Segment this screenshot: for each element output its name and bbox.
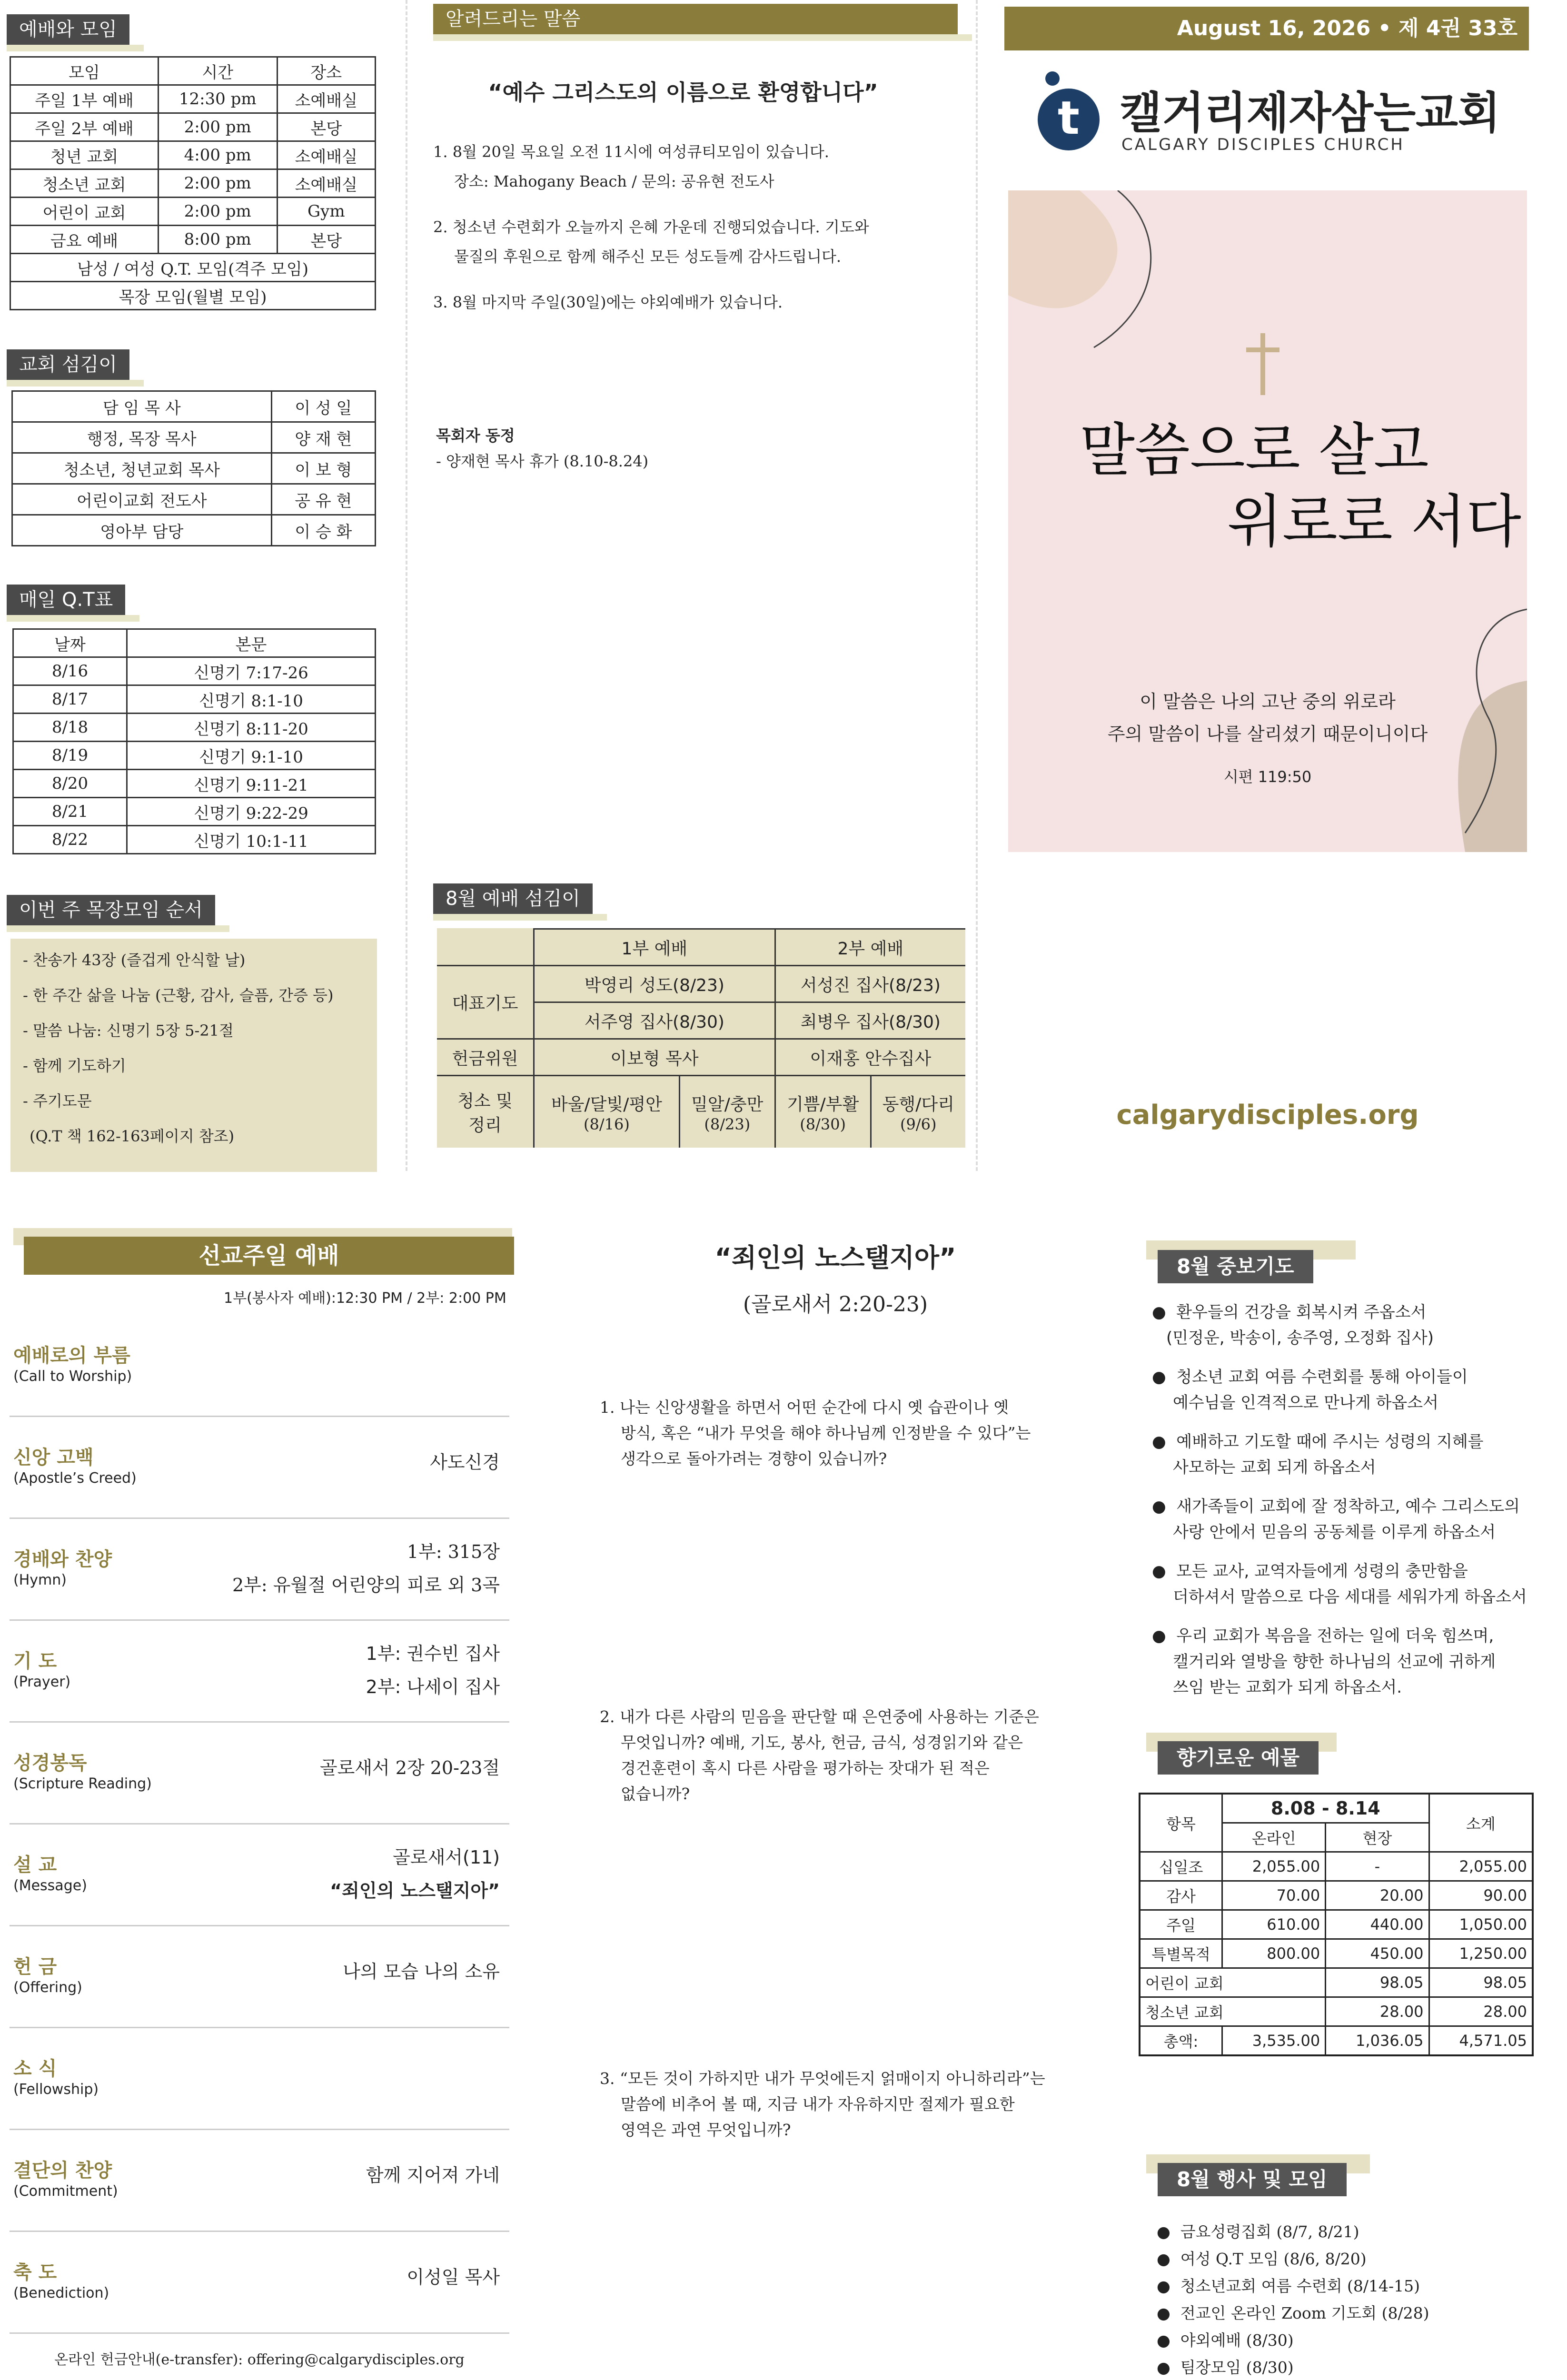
order-item-detail: 골로새서(11) — [393, 1847, 500, 1868]
events-header: 8월 행사 및 모임 — [1158, 2163, 1347, 2196]
prayer-line: 청소년 교회 여름 수련회를 통해 아이들이 — [1176, 1368, 1468, 1387]
list-item: - 한 주간 삶을 나눔 (근황, 감사, 슬픔, 간증 등) — [23, 986, 334, 1004]
prayer-line: 예배하고 기도할 때에 주시는 성령의 지혜를 — [1176, 1432, 1484, 1451]
order-item-ko: 축 도 — [13, 2261, 57, 2283]
church-name-en: CALGARY DISCIPLES CHURCH — [1121, 135, 1405, 154]
order-item-detail: 사도신경 — [430, 1452, 500, 1473]
table-cell: 8/16 — [13, 657, 127, 685]
order-item — [10, 1823, 509, 1926]
table-row — [13, 657, 376, 685]
order-item-detail: 함께 지어져 가네 — [366, 2165, 500, 2186]
order-item-detail: 1부: 315장 — [407, 1541, 500, 1562]
table-cell: 이재홍 안수집사 — [775, 1039, 965, 1076]
table-cell: 4,571.05 — [1429, 2026, 1533, 2056]
notices-header — [433, 4, 958, 34]
table-header: 시간 — [158, 57, 277, 85]
table-cell: 감사 — [1140, 1881, 1222, 1910]
order-item-ko: 헌 금 — [13, 1956, 57, 1978]
cleaning-date: (9/6) — [900, 1115, 937, 1133]
prayer-line: 우리 교회가 복음을 전하는 일에 더욱 힘쓰며, — [1176, 1626, 1494, 1646]
order-item-detail: 1부: 권수빈 집사 — [366, 1643, 500, 1664]
pastor-news-title: 목회자 동정 — [436, 426, 515, 445]
worship-times-table — [10, 56, 376, 310]
prayer-list — [1152, 1299, 1552, 1700]
notice-item: 장소: Mahogany Beach / 문의: 공유현 전도사 — [454, 172, 774, 190]
table-cell: 4:00 pm — [158, 141, 277, 169]
table-cell: 양 재 현 — [271, 422, 375, 453]
bullet-icon: ● — [1157, 2250, 1180, 2268]
table-cell: 총액: — [1140, 2026, 1222, 2056]
prayer-line: 쓰임 받는 교회가 되게 하옵소서. — [1173, 1678, 1402, 1697]
logo-letter: t — [1038, 89, 1100, 150]
verse-line: 이 말씀은 나의 고난 중의 위로라 — [1140, 691, 1396, 712]
offering-header: 향기로운 예물 — [1158, 1741, 1319, 1775]
table-header: 8.08 - 8.14 — [1222, 1794, 1429, 1823]
order-item-detail: “죄인의 노스탤지아” — [330, 1880, 500, 1901]
table-header: 본문 — [127, 629, 376, 657]
cleaning-date: (8/23) — [704, 1115, 751, 1133]
prayer-line: 사모하는 교회 되게 하옵소서 — [1173, 1458, 1376, 1477]
table-cell: 신명기 7:17-26 — [127, 657, 376, 685]
event-text: 전교인 온라인 Zoom 기도회 (8/28) — [1180, 2304, 1429, 2322]
table-row — [1140, 1852, 1533, 1881]
table-cell: 2:00 pm — [158, 113, 277, 141]
table-cell: 청소년, 청년교회 목사 — [12, 453, 272, 484]
table-cell: 신명기 9:22-29 — [127, 798, 376, 826]
prayer-line: 새가족들이 교회에 잘 정착하고, 예수 그리스도의 — [1176, 1497, 1520, 1516]
order-title: 선교주일 예배 — [24, 1237, 514, 1275]
table-header: 소계 — [1429, 1794, 1533, 1852]
question-line: 영역은 과연 무엇입니까? — [621, 2121, 791, 2139]
table-cell: 청소년 교회 — [10, 169, 159, 198]
church-name-ko: 캘거리제자삼는교회 — [1120, 88, 1500, 139]
logo-dot-icon — [1045, 71, 1060, 86]
section-title: 매일 Q.T표 — [19, 589, 113, 611]
table-header: 항목 — [1140, 1794, 1222, 1852]
prayer-line: 캘거리와 열방을 향한 하나님의 선교에 귀하게 — [1173, 1652, 1496, 1671]
table-cell: 금요 예배 — [10, 226, 159, 254]
divider — [976, 0, 978, 1171]
table-cell: 어린이 교회 — [1140, 1968, 1326, 1997]
order-item — [10, 1925, 509, 2028]
question-line: 무엇입니까? 예배, 기도, 봉사, 헌금, 금식, 성경읽기와 같은 — [621, 1733, 1023, 1752]
table-row — [1140, 1968, 1533, 1997]
order-item — [10, 1416, 509, 1519]
event-text: 팀장모임 (8/30) — [1180, 2358, 1294, 2377]
bullet-icon: ● — [1157, 2222, 1180, 2241]
table-cell: 소예배실 — [277, 141, 375, 169]
table-row — [10, 226, 376, 254]
table-cell: 최병우 집사(8/30) — [775, 1002, 965, 1039]
table-header: 2부 예배 — [775, 929, 965, 966]
table-row — [10, 169, 376, 198]
table-cell: 8/21 — [13, 798, 127, 826]
staff-header — [7, 349, 129, 380]
bullet-icon: ● — [1152, 1626, 1177, 1646]
event-item — [1157, 2354, 1429, 2380]
table-row — [10, 282, 376, 310]
table-cell: 서성진 집사(8/23) — [775, 966, 965, 1002]
bullet-icon: ● — [1152, 1368, 1177, 1387]
table-cell: 8/19 — [13, 742, 127, 770]
table-row — [437, 1076, 965, 1148]
table-cell — [534, 1076, 680, 1148]
order-item-ko: 예배로의 부름 — [13, 1345, 130, 1367]
table-row — [12, 422, 376, 453]
table-cell: 헌금위원 — [437, 1039, 534, 1076]
table-cell: 남성 / 여성 Q.T. 모임(격주 모임) — [10, 254, 376, 282]
table-cell: 28.00 — [1429, 1997, 1533, 2026]
prayer-item — [1152, 1429, 1552, 1480]
table-row — [13, 826, 376, 854]
prayer-item — [1152, 1299, 1552, 1351]
question-line: 방식, 혹은 “내가 무엇을 해야 하나님께 인정받을 수 있다”는 — [621, 1424, 1031, 1442]
order-item-ko: 성경봉독 — [13, 1752, 87, 1774]
table-header: 날짜 — [13, 629, 127, 657]
order-item-ko: 소 식 — [13, 2058, 57, 2080]
sermon-reference: (골로새서 2:20-23) — [743, 1292, 928, 1317]
bullet-icon: ● — [1152, 1432, 1177, 1451]
table-cell: 소예배실 — [277, 169, 375, 198]
table-cell: 어린이 교회 — [10, 198, 159, 226]
table-cell: 2,055.00 — [1429, 1852, 1533, 1881]
order-times: 1부(봉사자 예배):12:30 PM / 2부: 2:00 PM — [224, 1290, 506, 1307]
table-cell: 청년 교회 — [10, 141, 159, 169]
prayer-header: 8월 중보기도 — [1158, 1250, 1313, 1283]
order-item-en: (Call to Worship) — [13, 1368, 132, 1385]
order-item-en: (Message) — [13, 1877, 87, 1894]
sermon-title: “죄인의 노스탤지아” — [714, 1243, 956, 1273]
table-row — [10, 141, 376, 169]
table-row — [12, 391, 376, 422]
table-cell: 12:30 pm — [158, 85, 277, 113]
table-row — [12, 453, 376, 484]
table-cell: 90.00 — [1429, 1881, 1533, 1910]
table-cell: 신명기 8:11-20 — [127, 714, 376, 742]
table-header: 모임 — [10, 57, 159, 85]
list-item: (Q.T 책 162-163페이지 참조) — [30, 1127, 235, 1145]
servers-header — [433, 883, 593, 914]
pastor-news-line: - 양재현 목사 휴가 (8.10-8.24) — [436, 452, 649, 470]
table-cell: 2:00 pm — [158, 169, 277, 198]
question-line: 경건훈련이 혹시 다른 사람을 평가하는 잣대가 된 적은 — [621, 1759, 990, 1777]
table-row — [437, 966, 965, 1002]
event-item — [1157, 2245, 1429, 2272]
table-row — [13, 629, 376, 657]
order-item-en: (Commitment) — [13, 2183, 118, 2200]
sermon-question-1 — [600, 1395, 1100, 1472]
event-text: 여성 Q.T 모임 (8/6, 8/20) — [1180, 2250, 1367, 2268]
order-item-en: (Scripture Reading) — [13, 1775, 152, 1792]
table-row — [10, 254, 376, 282]
table-row — [1140, 2026, 1533, 2056]
table-header: 장소 — [277, 57, 375, 85]
table-cell: 70.00 — [1222, 1881, 1326, 1910]
events-list — [1157, 2218, 1429, 2380]
table-cell: 소예배실 — [277, 85, 375, 113]
table-cell: 1,050.00 — [1429, 1910, 1533, 1939]
order-item-ko: 설 교 — [13, 1854, 57, 1876]
table-row — [1140, 1939, 1533, 1968]
cleaning-team: 바울/달빛/평안 — [551, 1094, 662, 1114]
event-text: 야외예배 (8/30) — [1180, 2331, 1294, 2350]
table-cell: 8/20 — [13, 770, 127, 798]
table-cell: 공 유 현 — [271, 484, 375, 515]
order-item-detail: 골로새서 2장 20-23절 — [319, 1757, 500, 1778]
table-row — [10, 113, 376, 141]
list-item: - 말씀 나눔: 신명기 5장 5-21절 — [23, 1021, 234, 1040]
cover-title-line1: 말씀으로 살고 — [1080, 417, 1429, 484]
table-cell — [679, 1076, 775, 1148]
order-item — [10, 1314, 509, 1417]
cleaning-team: 동행/다리 — [882, 1094, 954, 1114]
table-row — [13, 798, 376, 826]
sermon-question-3 — [600, 2066, 1100, 2143]
table-row — [12, 484, 376, 515]
section-title: 이번 주 목장모임 순서 — [19, 899, 203, 921]
order-item-detail: 나의 모습 나의 소유 — [343, 1961, 500, 1982]
event-item — [1157, 2327, 1429, 2354]
prayer-line: 모든 교사, 교역자들에게 성령의 충만함을 — [1176, 1562, 1468, 1581]
table-cell: 이 승 화 — [271, 515, 375, 546]
table-cell: 신명기 9:1-10 — [127, 742, 376, 770]
table-cell: 이 보 형 — [271, 453, 375, 484]
bullet-icon: ● — [1152, 1303, 1177, 1322]
table-cell: 1,250.00 — [1429, 1939, 1533, 1968]
table-cell: 8:00 pm — [158, 226, 277, 254]
website-link[interactable]: calgarydisciples.org — [1116, 1100, 1419, 1130]
order-item-detail: 2부: 나세이 집사 — [366, 1676, 500, 1697]
bullet-icon: ● — [1157, 2277, 1180, 2295]
table-cell: 1,036.05 — [1326, 2026, 1429, 2056]
table-row — [13, 770, 376, 798]
table-row — [437, 1039, 965, 1076]
cleaning-team: 기쁨/부활 — [787, 1094, 859, 1114]
table-cell: 440.00 — [1326, 1910, 1429, 1939]
cover-verse — [1008, 685, 1527, 793]
section-title: 예배와 모임 — [19, 19, 117, 40]
prayer-item — [1152, 1623, 1552, 1700]
table-cell: 2:00 pm — [158, 198, 277, 226]
table-cell: 8/17 — [13, 685, 127, 714]
table-cell — [437, 929, 534, 966]
table-cell: 주일 — [1140, 1910, 1222, 1939]
table-cell: 목장 모임(월별 모임) — [10, 282, 376, 310]
table-cell: 450.00 — [1326, 1939, 1429, 1968]
section-title: 교회 섬김이 — [19, 354, 117, 376]
table-row — [13, 742, 376, 770]
table-cell: 이보형 목사 — [534, 1039, 775, 1076]
verse-line: 주의 말씀이 나를 살리셨기 때문이니이다 — [1107, 724, 1428, 744]
order-item — [10, 2027, 509, 2130]
table-cell: 98.05 — [1429, 1968, 1533, 1997]
order-item — [10, 1619, 509, 1723]
question-line: 2. 내가 다른 사람의 믿음을 판단할 때 은연중에 사용하는 기준은 — [600, 1707, 1039, 1726]
section-title: 8월 예배 섬김이 — [446, 888, 580, 910]
notices-list — [433, 137, 957, 317]
prayer-item — [1152, 1364, 1552, 1416]
prayer-item — [1152, 1558, 1552, 1610]
table-row — [1140, 1910, 1533, 1939]
cleaning-date: (8/16) — [584, 1115, 630, 1133]
order-item-detail: 2부: 유월절 어린양의 피로 외 3곡 — [232, 1575, 500, 1596]
notice-item: 물질의 후원으로 함께 해주신 모든 성도들께 감사드립니다. — [454, 248, 842, 266]
notice-item: 2. 청소년 수련회가 오늘까지 은혜 가운데 진행되었습니다. 기도와 — [433, 218, 869, 236]
table-row — [1140, 1881, 1533, 1910]
church-logo — [1038, 71, 1100, 152]
table-row — [13, 685, 376, 714]
question-line: 생각으로 돌아가려는 경향이 있습니까? — [621, 1449, 887, 1468]
bullet-icon: ● — [1152, 1562, 1177, 1581]
table-cell: 신명기 8:1-10 — [127, 685, 376, 714]
list-item: - 찬송가 43장 (즐겁게 안식할 날) — [23, 951, 246, 969]
event-item — [1157, 2218, 1429, 2245]
table-cell: Gym — [277, 198, 375, 226]
question-line: 없습니까? — [621, 1785, 690, 1803]
table-cell: 본당 — [277, 113, 375, 141]
worship-times-header — [7, 14, 129, 45]
question-line: 3. “모든 것이 가하지만 내가 무엇에든지 얽매이지 아니하리라”는 — [600, 2069, 1045, 2088]
table-cell: 2,055.00 — [1222, 1852, 1326, 1881]
table-cell: 박영리 성도(8/23) — [534, 966, 775, 1002]
order-item-en: (Apostle’s Creed) — [13, 1470, 137, 1487]
staff-table — [11, 390, 376, 546]
notice-item: 1. 8월 20일 목요일 오전 11시에 여성큐티모임이 있습니다. — [433, 143, 829, 161]
prayer-line: (민정운, 박송이, 송주영, 오정화 집사) — [1166, 1329, 1434, 1348]
table-cell: 어린이교회 전도사 — [12, 484, 272, 515]
table-row — [10, 85, 376, 113]
table-cell: - — [1326, 1852, 1429, 1881]
order-item-ko: 결단의 찬양 — [13, 2160, 112, 2182]
bullet-icon: ● — [1157, 2358, 1180, 2377]
table-cell: 신명기 9:11-21 — [127, 770, 376, 798]
list-item: - 주기도문 — [23, 1092, 92, 1110]
online-offering-info: 온라인 헌금안내(e-transfer): offering@calgarydisciples.org — [54, 2351, 465, 2368]
table-header: 온라인 — [1222, 1823, 1326, 1852]
cleaning-team: 밀알/충만 — [691, 1094, 764, 1114]
event-item — [1157, 2300, 1429, 2327]
table-cell: 28.00 — [1326, 1997, 1429, 2026]
table-cell: 특별목적 — [1140, 1939, 1222, 1968]
event-text: 금요성령집회 (8/7, 8/21) — [1180, 2222, 1359, 2241]
table-cell: 8/18 — [13, 714, 127, 742]
cover-image — [1008, 190, 1527, 852]
offering-table — [1139, 1793, 1534, 2056]
order-item — [10, 2129, 509, 2232]
table-cell: 서주영 집사(8/30) — [534, 1002, 775, 1039]
table-cell: 8/22 — [13, 826, 127, 854]
welcome-text: “예수 그리스도의 이름으로 환영합니다” — [488, 79, 878, 105]
servers-table — [437, 928, 965, 1148]
sermon-question-2 — [600, 1704, 1100, 1807]
order-item — [10, 2231, 509, 2334]
order-item-en: (Prayer) — [13, 1674, 71, 1690]
bullet-icon: ● — [1157, 2304, 1180, 2322]
table-cell — [871, 1076, 965, 1148]
verse-reference: 시편 119:50 — [1223, 768, 1312, 786]
cell-box — [10, 939, 377, 1172]
order-item-ko: 신앙 고백 — [13, 1447, 94, 1468]
table-cell: 십일조 — [1140, 1852, 1222, 1881]
table-cell: 본당 — [277, 226, 375, 254]
divider — [406, 0, 407, 1171]
order-item-en: (Fellowship) — [13, 2081, 99, 2098]
question-line: 말씀에 비추어 볼 때, 지금 내가 자유하지만 절제가 필요한 — [621, 2095, 1015, 2113]
bullet-icon: ● — [1152, 1497, 1177, 1516]
table-cell: 영아부 담당 — [12, 515, 272, 546]
notice-item: 3. 8월 마지막 주일(30일)에는 야외예배가 있습니다. — [433, 293, 783, 311]
cleaning-date: (8/30) — [800, 1115, 846, 1133]
order-item-en: (Hymn) — [13, 1572, 67, 1588]
table-row — [12, 515, 376, 546]
table-cell: 신명기 10:1-11 — [127, 826, 376, 854]
order-item-en: (Offering) — [13, 1979, 82, 1996]
table-cell: 610.00 — [1222, 1910, 1326, 1939]
table-cell: 청소 및 정리 — [437, 1076, 534, 1148]
table-cell: 이 성 일 — [271, 391, 375, 422]
table-row — [10, 198, 376, 226]
cell-header — [7, 895, 215, 925]
table-cell: 대표기도 — [437, 966, 534, 1039]
prayer-line: 예수님을 인격적으로 만나게 하옵소서 — [1173, 1393, 1438, 1412]
order-item-detail: 이성일 목사 — [407, 2267, 500, 2288]
table-cell: 주일 2부 예배 — [10, 113, 159, 141]
order-item — [10, 1517, 509, 1621]
table-row — [1140, 1997, 1533, 2026]
prayer-item — [1152, 1494, 1552, 1545]
table-cell: 행정, 목장 목사 — [12, 422, 272, 453]
bullet-icon: ● — [1157, 2331, 1180, 2350]
table-cell: 800.00 — [1222, 1939, 1326, 1968]
prayer-line: 사랑 안에서 믿음의 공동체를 이루게 하옵소서 — [1173, 1523, 1496, 1542]
table-header: 1부 예배 — [534, 929, 775, 966]
list-item: - 함께 기도하기 — [23, 1057, 126, 1075]
prayer-line: 더하셔서 말씀으로 다음 세대를 세워가게 하옵소서 — [1173, 1587, 1527, 1606]
order-item-en: (Benediction) — [13, 2285, 109, 2301]
event-text: 청소년교회 여름 수련회 (8/14-15) — [1180, 2277, 1420, 2295]
table-cell: 주일 1부 예배 — [10, 85, 159, 113]
table-cell: 3,535.00 — [1222, 2026, 1326, 2056]
cover-title-line2: 위로로 서다 — [1227, 489, 1521, 555]
table-row — [437, 929, 965, 966]
table-row — [13, 714, 376, 742]
table-cell: 98.05 — [1326, 1968, 1429, 1997]
event-item — [1157, 2272, 1429, 2300]
order-item-ko: 경배와 찬양 — [13, 1548, 112, 1570]
date-bar: August 16, 2026 • 제 4권 33호 — [1004, 7, 1529, 50]
table-cell: 20.00 — [1326, 1881, 1429, 1910]
prayer-line: 환우들의 건강을 회복시켜 주옵소서 — [1176, 1303, 1427, 1322]
table-row — [1140, 1794, 1533, 1823]
section-title: 알려드리는 말씀 — [446, 8, 581, 30]
table-row — [10, 57, 376, 85]
order-item — [10, 1721, 509, 1825]
table-cell: 청소년 교회 — [1140, 1997, 1326, 2026]
table-header: 현장 — [1326, 1823, 1429, 1852]
order-item-ko: 기 도 — [13, 1650, 57, 1672]
table-cell: 담 임 목 사 — [12, 391, 272, 422]
qt-table — [12, 628, 376, 854]
qt-header — [7, 585, 125, 615]
table-cell — [775, 1076, 871, 1148]
question-line: 1. 나는 신앙생활을 하면서 어떤 순간에 다시 옛 습관이나 옛 — [600, 1398, 1009, 1417]
